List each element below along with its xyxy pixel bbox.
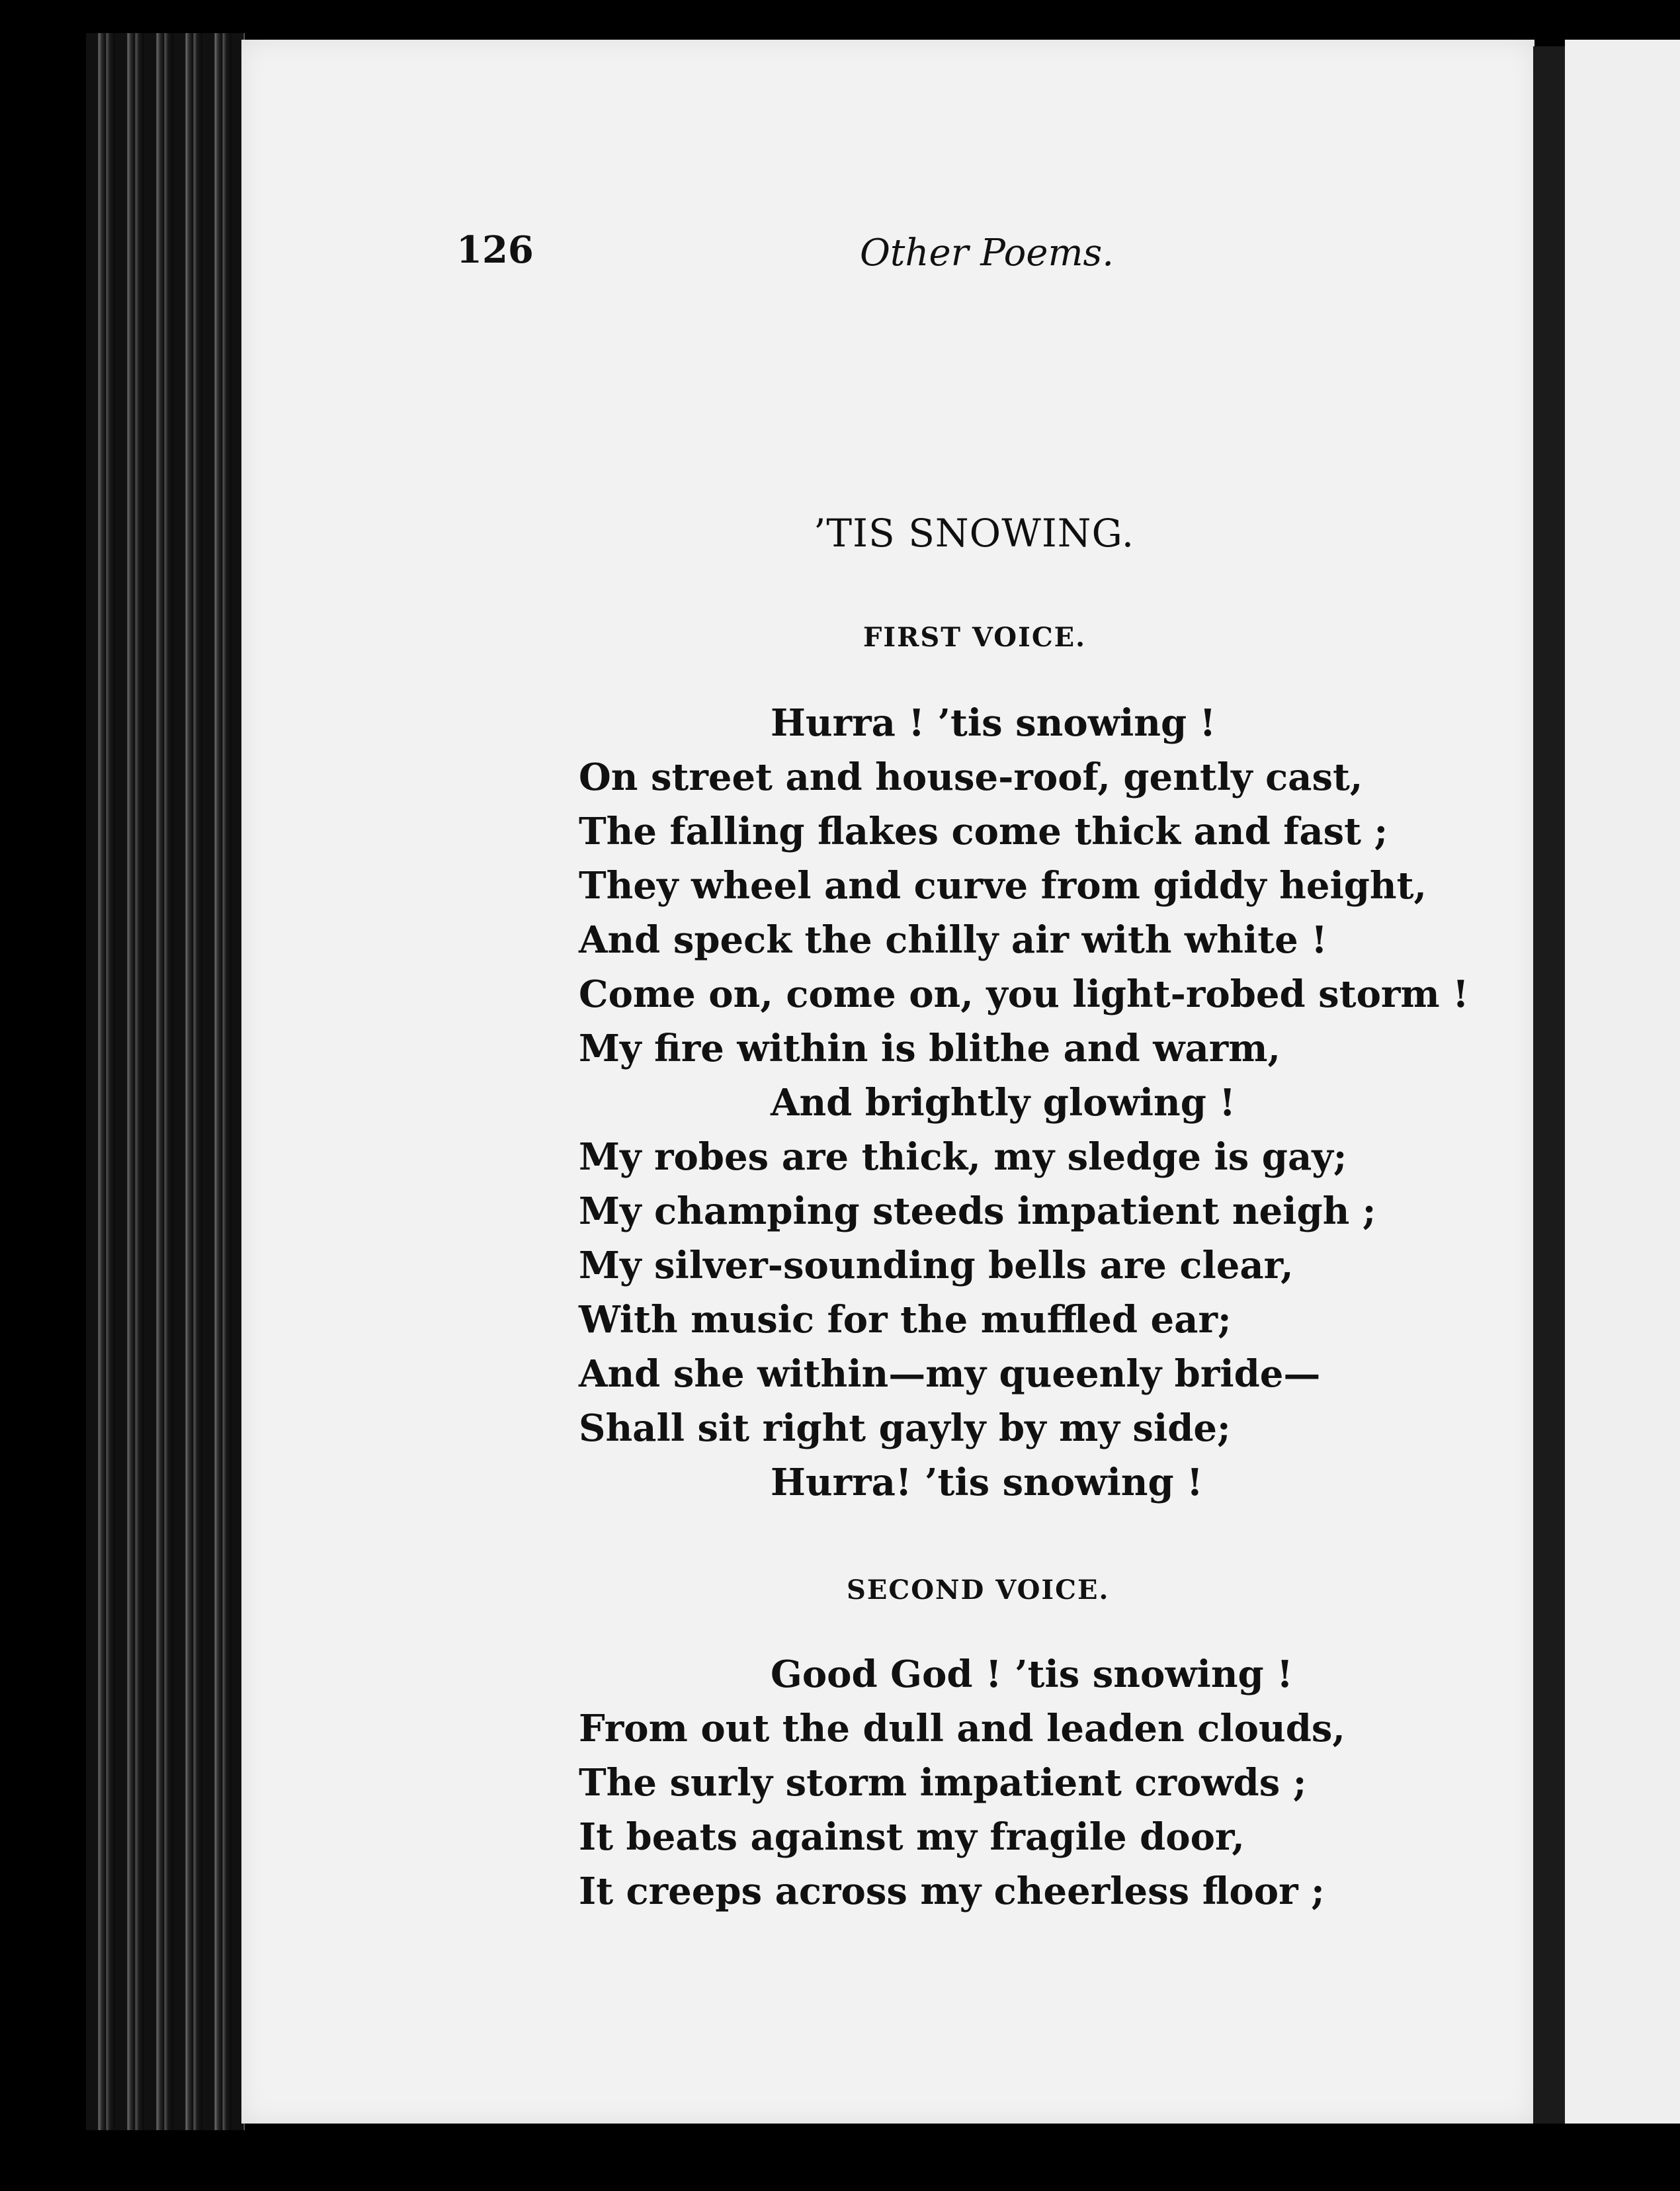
poem-line: Hurra ! ’tis snowing ! bbox=[771, 701, 1216, 745]
poem-line: The falling flakes come thick and fast ; bbox=[579, 810, 1388, 853]
poem-line: On street and house-roof, gently cast, bbox=[579, 755, 1363, 799]
poem-line: My fire within is blithe and warm, bbox=[579, 1027, 1281, 1070]
poem-line: Come on, come on, you light-robed storm ! bbox=[579, 972, 1469, 1016]
poem-line: My champing steeds impatient neigh ; bbox=[579, 1189, 1376, 1233]
book-gutter bbox=[1533, 46, 1565, 2124]
poem-line: And speck the chilly air with white ! bbox=[579, 918, 1327, 962]
poem-line: My robes are thick, my sledge is gay; bbox=[579, 1135, 1347, 1179]
poem-line: Shall sit right gayly by my side; bbox=[579, 1406, 1231, 1450]
poem-line: My silver-sounding bells are clear, bbox=[579, 1244, 1294, 1287]
poem-line: And brightly glowing ! bbox=[771, 1081, 1236, 1125]
poem-line: Good God ! ’tis snowing ! bbox=[771, 1653, 1293, 1696]
first-voice-heading: FIRST VOICE. bbox=[863, 622, 1087, 653]
first-voice-stanza bbox=[579, 696, 1469, 1510]
second-voice-heading: SECOND VOICE. bbox=[847, 1574, 1110, 1606]
poem-line: It beats against my fragile door, bbox=[579, 1815, 1245, 1859]
second-voice-stanza bbox=[579, 1647, 1345, 1918]
poem-line: The surly storm impatient crowds ; bbox=[579, 1761, 1307, 1805]
poem-line: It creeps across my cheerless floor ; bbox=[579, 1869, 1325, 1913]
book-page-edges bbox=[86, 33, 245, 2130]
poem-line: And she within—my queenly bride— bbox=[579, 1352, 1321, 1396]
poem-line: Hurra! ’tis snowing ! bbox=[771, 1461, 1203, 1504]
poem-line: With music for the muffled ear; bbox=[579, 1298, 1232, 1342]
poem-line: They wheel and curve from giddy height, bbox=[579, 864, 1427, 908]
poem-title: ’TIS SNOWING. bbox=[814, 511, 1135, 556]
page-number: 126 bbox=[456, 228, 534, 272]
poem-line: From out the dull and leaden clouds, bbox=[579, 1707, 1345, 1750]
adjacent-page-edge bbox=[1565, 40, 1680, 2124]
running-title: Other Poems. bbox=[860, 232, 1114, 275]
